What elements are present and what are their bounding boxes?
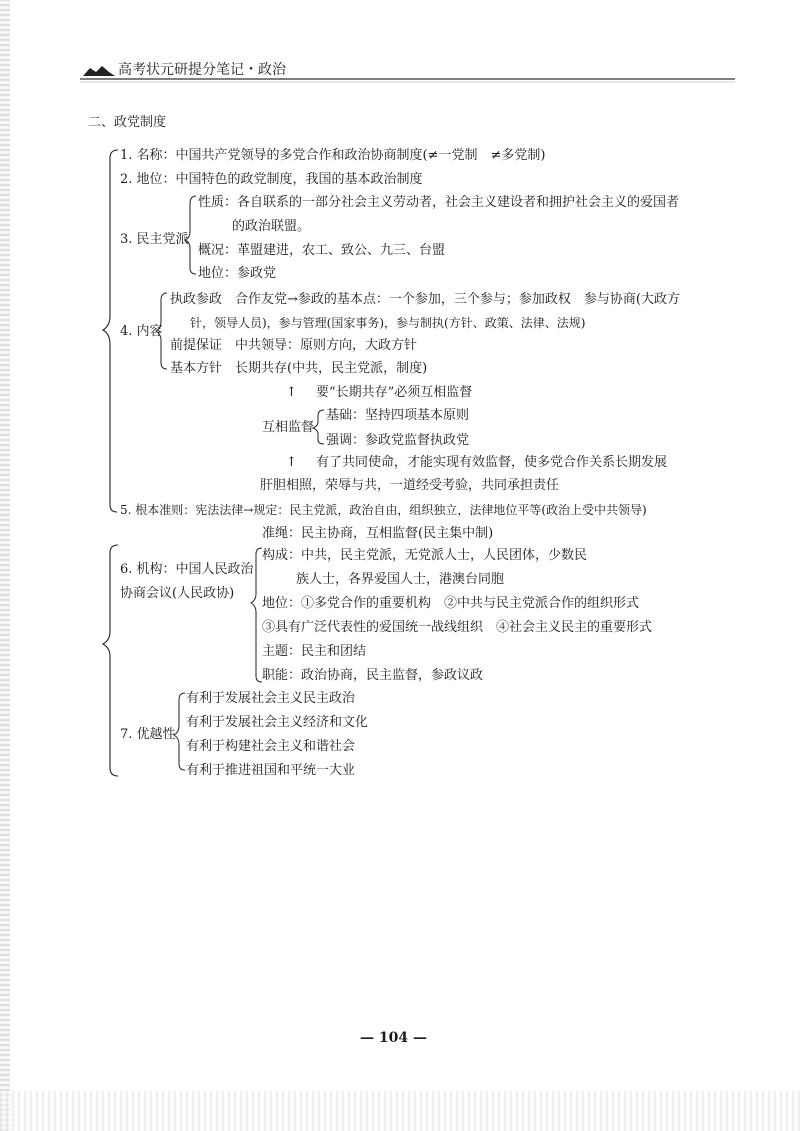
supervision-basis: 基础：坚持四项基本原则 <box>326 408 470 423</box>
section-heading: 二、政党制度 <box>88 115 167 130</box>
cppcc-status-1: 地位：①多党合作的重要机构 ②中共与民主党派合作的组织形式 <box>262 596 640 611</box>
principle-line-1: 5. 根本准则：宪法法律→规定：民主党派，政治自由，组织独立，法律地位平等(政治上受中共领导) <box>120 503 647 517</box>
premise-guarantee: 前提保证 中共领导：原则方向，大政方针 <box>170 338 418 353</box>
up-arrow-icon: ↑ <box>286 455 297 470</box>
item-name: 1. 名称：中国共产党领导的多党合作和政治协商制度(≠一党制 ≠多党制) <box>120 148 546 163</box>
header-title: 高考状元研提分笔记・政治 <box>118 62 286 78</box>
parties-status: 地位：参政党 <box>198 266 277 281</box>
cppcc-functions: 职能：政治协商，民主监督，参政议政 <box>262 668 484 683</box>
heart-to-heart-note: 肝胆相照，荣辱与共，一道经受考验，共同承担责任 <box>260 478 560 493</box>
content-label: 4. 内容 <box>120 324 163 339</box>
cppcc-composition-2: 族人士，各界爱国人士，港澳台同胞 <box>296 572 505 587</box>
up-arrow-icon: ↑ <box>286 385 297 400</box>
header-logo-icon <box>82 64 116 82</box>
basic-policy: 基本方针 长期共存(中共，民主党派，制度) <box>170 361 428 376</box>
superiority-label: 7. 优越性 <box>120 727 176 742</box>
principle-line-2: 准绳：民主协商，互相监督(民主集中制) <box>262 526 494 541</box>
cppcc-label-1: 6. 机构：中国人民政治 <box>120 562 254 577</box>
nature-line-1: 性质：各自联系的一部分社会主义劳动者，社会主义建设者和拥护社会主义的爱国者 <box>198 195 680 210</box>
nature-line-2: 的政治联盟。 <box>232 219 311 234</box>
mutual-supervision-label: 互相监督 <box>262 420 315 435</box>
participation-line-1: 执政参政 合作友党→参政的基本点：一个参加，三个参与；参加政权 参与协商(大政方 <box>170 292 680 307</box>
supervision-emphasis: 强调：参政党监督执政党 <box>326 433 470 448</box>
page-number: — 104 — <box>360 1030 427 1046</box>
democratic-parties-label: 3. 民主党派 <box>120 232 189 247</box>
common-mission-note: 有了共同使命，才能实现有效监督，使多党合作关系长期发展 <box>316 455 668 470</box>
superiority-point: 有利于推进祖国和平统一大业 <box>186 763 356 778</box>
cppcc-composition-1: 构成：中共，民主党派，无党派人士，人民团体，少数民 <box>262 548 588 563</box>
cppcc-status-2: ③具有广泛代表性的爱国统一战线组织 ④社会主义民主的重要形式 <box>262 620 653 635</box>
cppcc-theme: 主题：民主和团结 <box>262 644 367 659</box>
item-position: 2. 地位：中国特色的政党制度，我国的基本政治制度 <box>120 172 423 187</box>
superiority-point: 有利于发展社会主义经济和文化 <box>186 715 369 730</box>
coexistence-note: 要“长期共存”必须互相监督 <box>316 385 473 400</box>
cppcc-label-2: 协商会议(人民政协) <box>120 586 235 601</box>
parties-overview: 概况：革盟建进，农工、致公、九三、台盟 <box>198 243 446 258</box>
participation-line-2: 针，领导人员)，参与管理(国家事务)，参与制执(方针、政策、法律、法规) <box>190 316 586 330</box>
superiority-point: 有利于构建社会主义和谐社会 <box>186 739 356 754</box>
superiority-point: 有利于发展社会主义民主政治 <box>186 691 356 706</box>
